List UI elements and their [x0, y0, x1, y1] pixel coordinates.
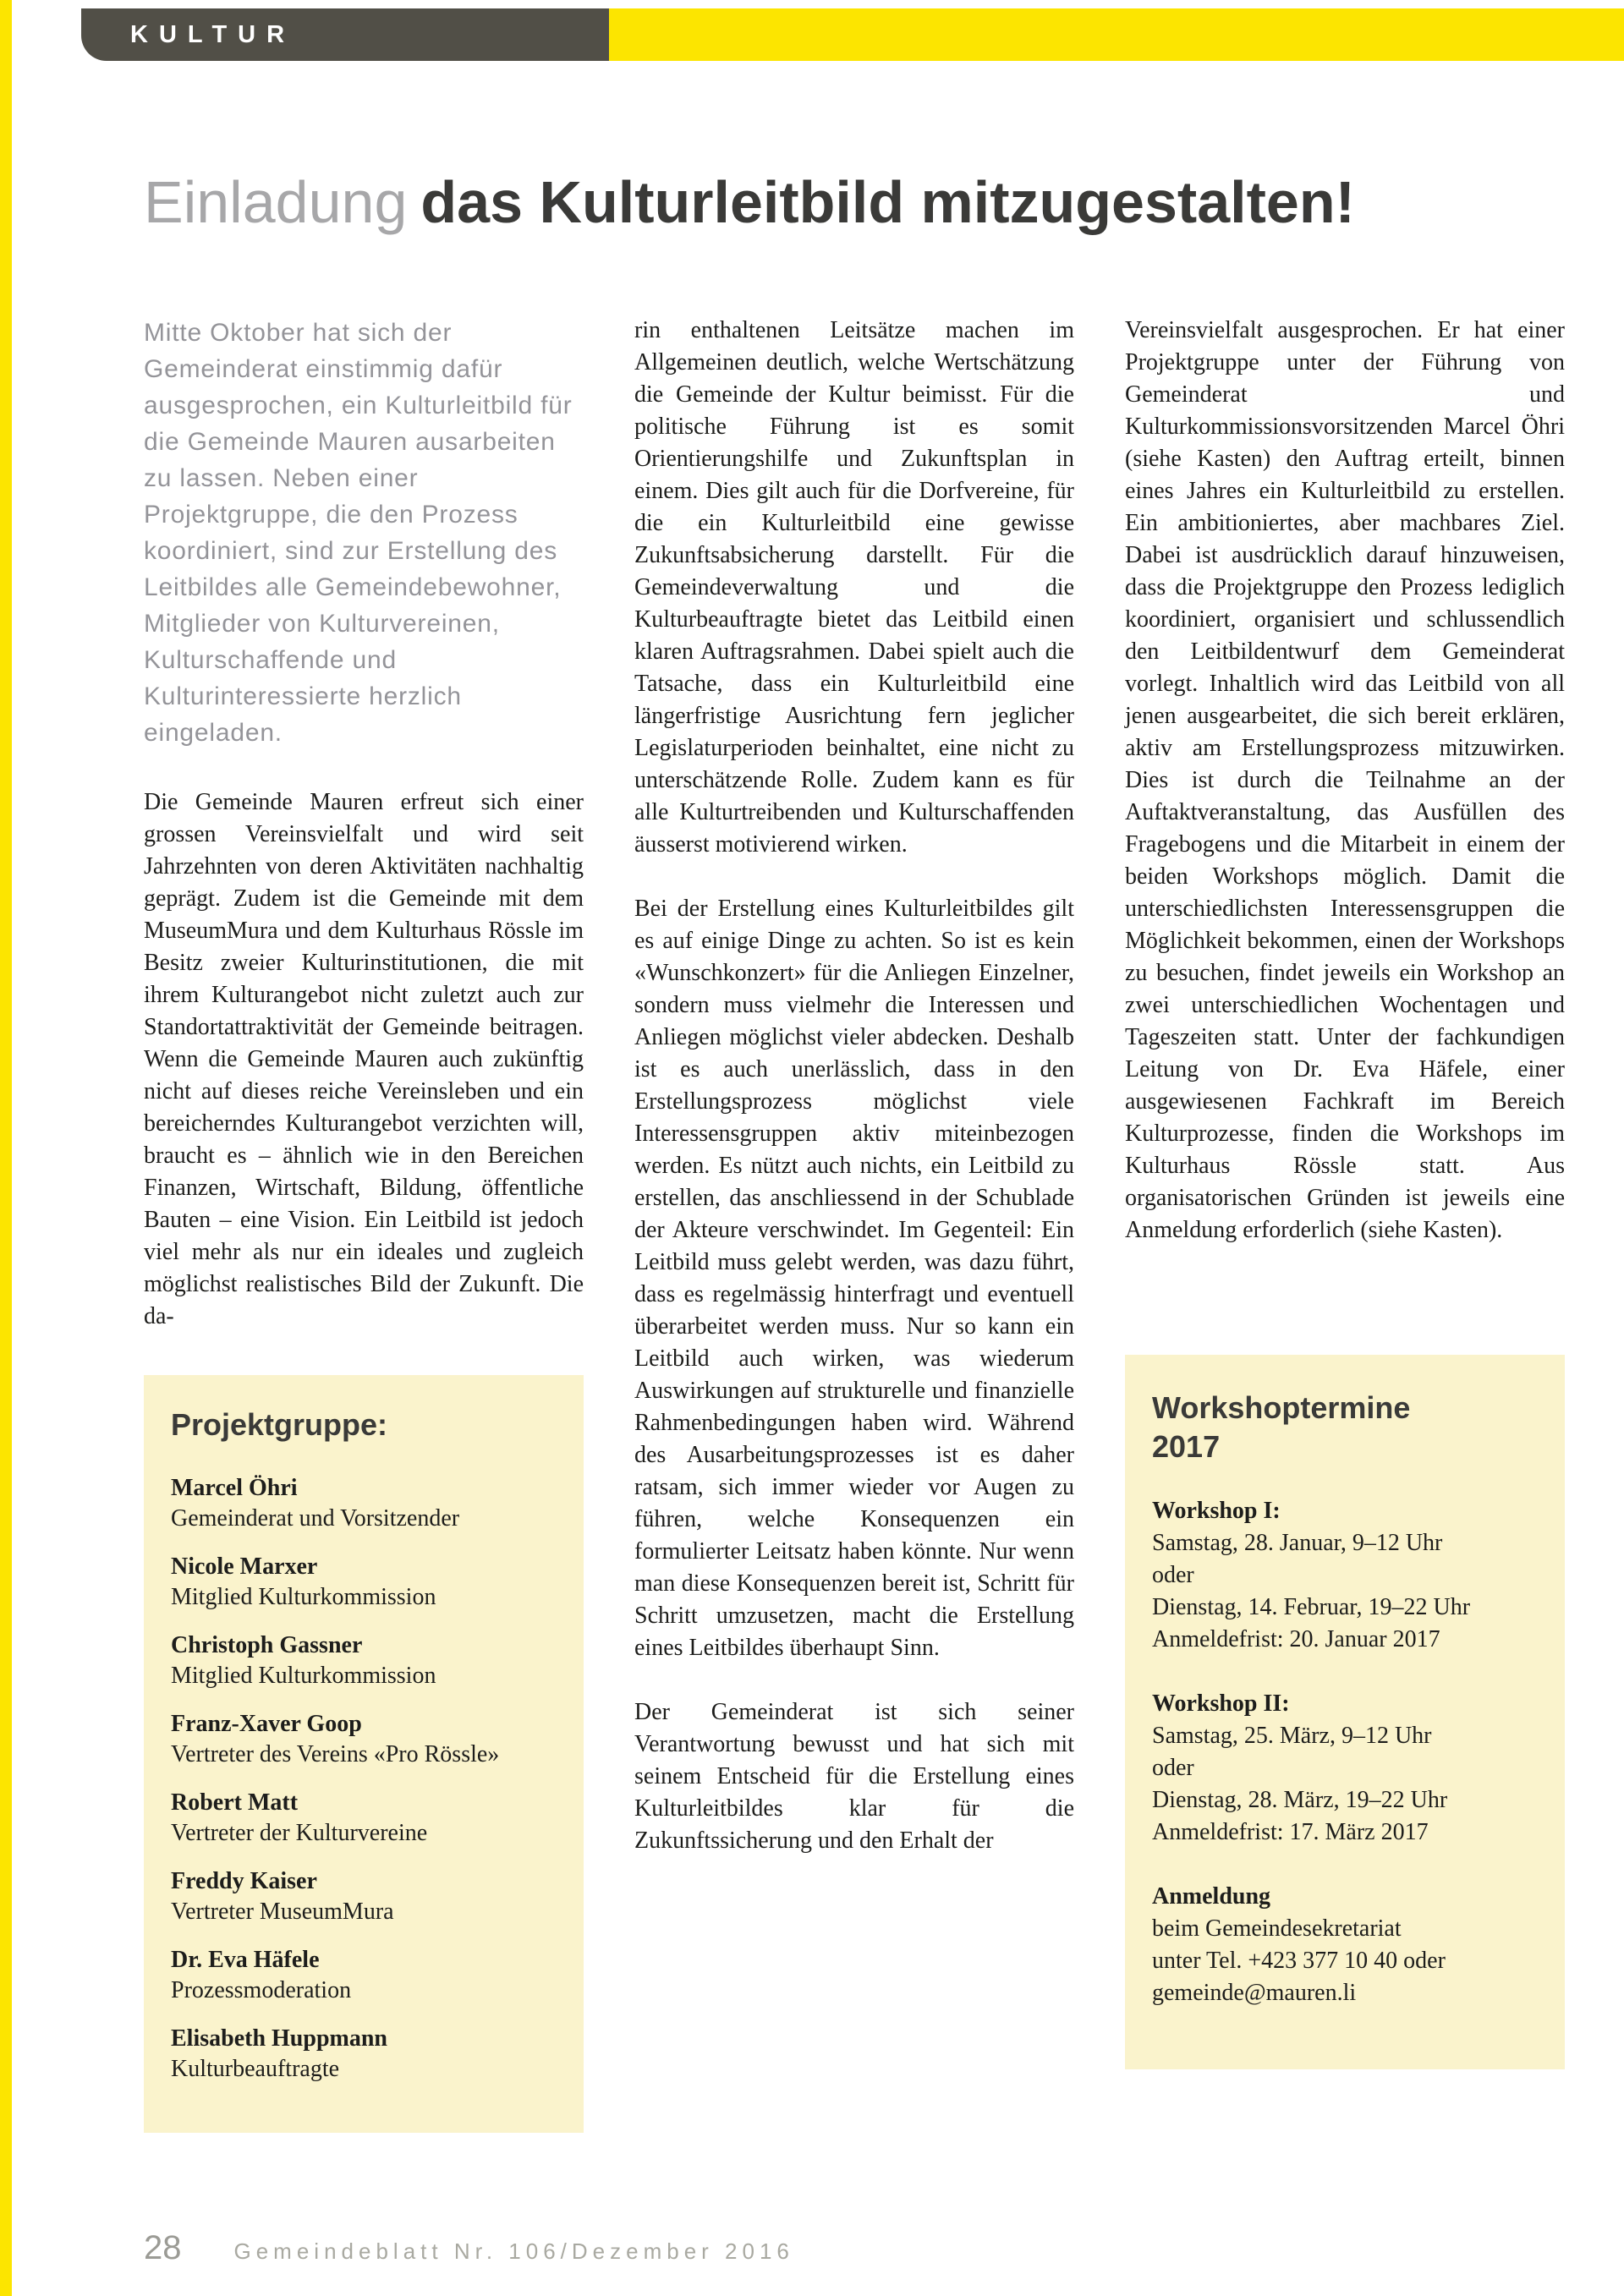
- workshop-2-deadline: Anmeldefrist: 17. März 2017: [1152, 1819, 1429, 1845]
- body-paragraph: Bei der Erstellung eines Kulturleitbildes gilt es auf einige Dinge zu achten. So ist es kein «Wunschkonzert» für die Anliegen Einzelner, sondern muss vielmehr die Interessen und Anliegen möglichst vieler abdecken. Deshalb ist es auch unerlässlich, dass in den Erstellungsprozess möglichst viele Interessensgruppen aktiv miteinbezogen werden. Es nützt auch nichts, ein Leitbild zu erstellen, das anschliessend in der Schublade der Akteure verschwindet. Im Gegenteil: Ein Leitbild muss gelebt werden, was dazu führt, dass es regelmässig hinterfragt und eventuell überarbeitet werden muss. Nur so kann ein Leitbild auch wirken, was wiederum Auswirkungen auf strukturelle und finanzielle Rahmenbedingungen haben wird. Während des Ausarbeitungsprozesses ist es daher ratsam, sich immer wieder vor Augen zu führen, welche Konsequenzen ein formulierter Leitsatz haben könnte. Nur wenn man diese Konsequenzen bereit ist, Schritt für Schritt umzusetzen, macht die Erstellung eines Leitbildes überhaupt Sinn.: [634, 896, 1074, 1661]
- member-name: Elisabeth Huppmann: [171, 2025, 387, 2052]
- lead-paragraph: Mitte Oktober hat sich der Gemeinderat einstimmig dafür ausgesprochen, ein Kulturleitbild für die Gemeinde Mauren ausarbeiten zu lassen. Neben einer Projektgruppe, die den Prozess koordiniert, sind zur Erstellung des Leitbildes alle Gemeindebewohner, Mitglieder von Kulturvereinen, Kulturschaffende und Kulturinteressierte herzlich eingeladen.: [144, 319, 573, 747]
- projektgruppe-member: [171, 1788, 557, 1849]
- anmeldung-label: Anmeldung: [1152, 1883, 1271, 1910]
- projektgruppe-member: [171, 2024, 557, 2085]
- workshoptermine-heading: [1152, 1389, 1538, 1466]
- anmeldung-line-2: unter Tel. +423 377 10 40 oder: [1152, 1948, 1446, 1974]
- column-1: [144, 315, 584, 2133]
- body-paragraph: Vereinsvielfalt ausgesprochen. Er hat einer Projektgruppe unter der Führung von Gemeinderat und Kulturkommissionsvorsitzenden Marcel Öhri (siehe Kasten) den Auftrag erteilt, binnen eines Jahres ein Kulturleitbild zu erstellen. Ein ambitioniertes, aber machbares Ziel. Dabei ist ausdrücklich darauf hinzuweisen, dass die Projektgruppe den Prozess lediglich koordiniert, organisiert und schlussendlich den Leitbildentwurf dem Gemeinderat vorlegt. Inhaltlich wird das Leitbild von all jenen ausgearbeitet, die sich bereit erklären, aktiv am Erstellungsprozess mitzuwirken. Dies ist durch die Teilnahme an der Auftaktveranstaltung, das Ausfüllen des Fragebogens und die Mitarbeit in einem der beiden Workshops möglich. Damit die unterschiedlichsten Interessensgruppen die Möglichkeit bekommen, einen der Workshops zu besuchen, findet jeweils ein Workshop an zwei unterschiedlichen Wochentagen und Tageszeiten statt. Unter der fachkundigen Leitung von Dr. Eva Häfele, einer ausgewiesenen Fachkraft im Bereich Kulturprozesse, finden die Workshops im Kulturhaus Rössle statt. Aus organisatorischen Gründen ist jeweils eine Anmeldung erforderlich (siehe Kasten).: [1125, 317, 1565, 1243]
- section-banner: [81, 8, 609, 61]
- column-2: [634, 315, 1074, 1889]
- projektgruppe-heading: Projektgruppe:: [171, 1407, 388, 1442]
- projektgruppe-box: [144, 1375, 584, 2133]
- projektgruppe-member: [171, 1473, 557, 1534]
- member-name: Franz-Xaver Goop: [171, 1711, 362, 1737]
- workshop-2-date-1: Samstag, 25. März, 9–12 Uhr: [1152, 1723, 1432, 1749]
- page-footer: [144, 2229, 794, 2267]
- body-paragraph: Die Gemeinde Mauren erfreut sich einer grossen Vereinsvielfalt und wird seit Jahrzehnten von deren Aktivitäten nachhaltig geprägt. Zudem ist die Gemeinde mit dem MuseumMura und dem Kulturhaus Rössle im Besitz zweier Kulturinstitutionen, die mit ihrem Kulturangebot nicht zuletzt auch zur Standortattraktivität der Gemeinde beitragen. Wenn die Gemeinde Mauren auch zukünftig nicht auf dieses reiche Vereinsleben und ein bereicherndes Kulturangebot verzichten will, braucht es – ähnlich wie in den Bereichen Finanzen, Wirtschaft, Bildung, öffentliche Bauten – eine Vision. Ein Leitbild ist jedoch viel mehr als nur ein ideales und zugleich möglichst realistisches Bild der Zukunft. Die da-: [144, 789, 584, 1329]
- member-role: Gemeinderat und Vorsitzender: [171, 1505, 460, 1532]
- article-columns: [144, 315, 1565, 2133]
- projektgruppe-member: [171, 1709, 557, 1770]
- workshoptermine-heading-line2: 2017: [1152, 1429, 1221, 1464]
- anmeldung-block: [1152, 1881, 1538, 2009]
- member-role: Prozessmoderation: [171, 1977, 352, 2003]
- section-label: KULTUR: [130, 20, 296, 48]
- member-role: Vertreter des Vereins «Pro Rössle»: [171, 1741, 500, 1767]
- workshoptermine-heading-line1: Workshoptermine: [1152, 1390, 1411, 1425]
- issue-label: Gemeindeblatt Nr. 106/Dezember 2016: [233, 2238, 794, 2264]
- member-role: Vertreter der Kulturvereine: [171, 1820, 428, 1846]
- member-role: Vertreter MuseumMura: [171, 1899, 394, 1925]
- projektgruppe-member: [171, 1552, 557, 1613]
- workshop-2-date-2: Dienstag, 28. März, 19–22 Uhr: [1152, 1787, 1448, 1813]
- workshop-1-deadline: Anmeldefrist: 20. Januar 2017: [1152, 1626, 1440, 1652]
- page-title-light: Einladung: [144, 169, 408, 235]
- projektgruppe-member: [171, 1866, 557, 1927]
- member-name: Freddy Kaiser: [171, 1868, 317, 1894]
- body-paragraph: Der Gemeinderat ist sich seiner Verantwortung bewusst und hat sich mit seinem Entscheid für die Erstellung eines Kulturleitbildes klar für die Zukunftssicherung und den Erhalt der: [634, 1699, 1074, 1854]
- member-name: Robert Matt: [171, 1789, 299, 1816]
- member-name: Nicole Marxer: [171, 1553, 318, 1580]
- anmeldung-line-1: beim Gemeindesekretariat: [1152, 1915, 1402, 1942]
- anmeldung-email: gemeinde@mauren.li: [1152, 1980, 1357, 2006]
- workshop-2-or: oder: [1152, 1755, 1194, 1781]
- left-accent-strip: [0, 0, 12, 2296]
- column-3: [1125, 315, 1565, 2069]
- workshop-2-label: Workshop II:: [1152, 1690, 1290, 1717]
- page-title-bold: das Kulturleitbild mitzugestalten!: [420, 169, 1355, 235]
- page-number: 28: [144, 2229, 182, 2266]
- projektgruppe-member: [171, 1945, 557, 2006]
- workshop-1-date-1: Samstag, 28. Januar, 9–12 Uhr: [1152, 1530, 1443, 1556]
- member-name: Christoph Gassner: [171, 1632, 363, 1658]
- body-paragraph: rin enthaltenen Leitsätze machen im Allgemeinen deutlich, welche Wertschätzung die Gemeinde der Kultur beimisst. Für die politische Führung ist es somit Orientierungshilfe und Zukunftsplan in einem. Dies gilt auch für die Dorfvereine, für die ein Kulturleitbild eine gewisse Zukunftsabsicherung darstellt. Für die Gemeindeverwaltung und die Kulturbeauftragte bietet das Leitbild einen klaren Auftragsrahmen. Dabei spielt auch die Tatsache, dass ein Kulturleitbild eine längerfristige Ausrichtung fern jeglicher Legislaturperioden beinhaltet, eine nicht zu unterschätzende Rolle. Zudem kann es für alle Kulturtreibenden und Kulturschaffenden äusserst motivierend wirken.: [634, 317, 1074, 858]
- banner-yellow-block: [609, 8, 1624, 61]
- workshop-1-date-2: Dienstag, 14. Februar, 19–22 Uhr: [1152, 1594, 1471, 1620]
- workshop-2-block: [1152, 1688, 1538, 1849]
- projektgruppe-member: [171, 1630, 557, 1691]
- member-role: Kulturbeauftragte: [171, 2056, 340, 2082]
- member-role: Mitglied Kulturkommission: [171, 1663, 436, 1689]
- member-role: Mitglied Kulturkommission: [171, 1584, 436, 1610]
- workshop-1-block: [1152, 1495, 1538, 1656]
- top-banner: [81, 8, 1624, 61]
- member-name: Dr. Eva Häfele: [171, 1947, 320, 1973]
- workshoptermine-box: [1125, 1355, 1565, 2069]
- workshop-1-or: oder: [1152, 1562, 1194, 1588]
- page-title: [144, 169, 1355, 235]
- member-name: Marcel Öhri: [171, 1475, 298, 1501]
- workshop-1-label: Workshop I:: [1152, 1498, 1281, 1524]
